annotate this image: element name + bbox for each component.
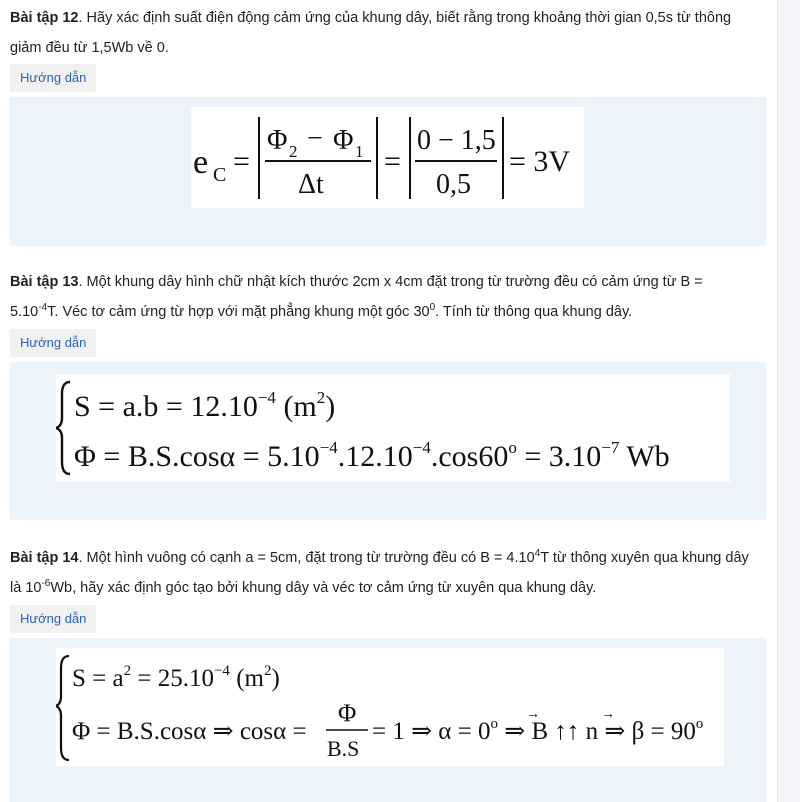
exercise-13-solution-box — [10, 362, 766, 520]
formula-dt: Δt — [298, 169, 324, 200]
exercise-13-formula — [56, 374, 730, 482]
formula-phi1-sub: 1 — [355, 142, 364, 161]
exercise-13-label: Bài tập 13 — [10, 274, 79, 290]
formula-num2: 0 − 1,5 — [417, 125, 496, 156]
formula-minus: − — [307, 123, 323, 154]
formula-phi2-sub: 2 — [289, 142, 298, 161]
formula-row2-left: Φ = B.S.cosα ⇒ cosα = — [72, 718, 307, 745]
exercise-13-guide-button[interactable]: Hướng dẫn — [10, 329, 96, 357]
exercise-14-guide-button[interactable]: Hướng dẫn — [10, 605, 96, 633]
exercise-12-formula — [191, 107, 584, 208]
exercise-13-line1: . Một khung dây hình chữ nhật kích thước 2cm x 4cm đặt trong từ trường đều có cảm ứng từ B = — [78, 274, 703, 290]
exercise-14-line2: là $10^{-6}Wb$, hãy xác định góc tạo bởi khung dây và véc tơ cảm ứng từ xuyên qua khung dây. — [10, 578, 597, 596]
exercise-12-label: Bài tập 12 — [10, 10, 79, 26]
formula-row1: $S = a.b = 12.10^{-4}$ $(m^2)$ — [74, 388, 336, 423]
page-scroll-edge — [777, 0, 800, 802]
exercise-13-text — [10, 267, 770, 327]
exercise-12-guide-button[interactable]: Hướng dẫn — [10, 64, 96, 92]
vector-arrow-b-icon: → — [526, 707, 540, 722]
formula-phi1: Φ — [333, 125, 354, 156]
formula-phi2: Φ — [267, 125, 288, 156]
formula-ec: e — [193, 144, 209, 181]
formula-row1: $S = a^2 = 25.10^{-4}$ $(m^2)$ — [72, 663, 280, 692]
exercise-14-solution-box — [10, 638, 766, 802]
formula-eq-2: = — [384, 145, 401, 178]
formula-row2: $\Phi = B.S.\cos\alpha = 5.10^{-4}.12.10^{-4}.\cos 60^o = 3.10^{-7}$ Wb — [74, 438, 670, 473]
exercise-12-text — [10, 3, 770, 63]
formula-row2-right: = 1 ⇒ $\alpha = 0^o$ ⇒ B ↑↑ n ⇒ $\beta = 90^o$ — [372, 716, 704, 745]
formula-ec-sub: C — [213, 164, 227, 186]
exercise-12-line1: . Hãy xác định suất điện động cảm ứng của khung dây, biết rằng trong khoảng thời gian 0,5s từ thông — [78, 10, 732, 26]
exercise-12-line2: giảm đều từ 1,5Wb về 0. — [10, 40, 169, 56]
exercise-14-label: Bài tập 14 — [10, 550, 79, 566]
exercise-13-line2: $5.10^{-4}T$. Véc tơ cảm ứng từ hợp với mặt phẳng khung một góc $30^0$. Tính từ thông qua khung dây. — [10, 302, 633, 320]
exercise-14-formula — [56, 648, 724, 766]
formula-frac-den: B.S — [327, 736, 360, 761]
vector-arrow-n-icon: → — [601, 707, 615, 722]
formula-eq-1: = — [233, 145, 250, 178]
exercise-12-solution-box — [10, 97, 766, 246]
formula-den2: 0,5 — [436, 169, 471, 200]
exercise-14-text: Bài tập 14. Một hình vuông có cạnh a = 5cm, đặt trong từ trường đều có $B = 4.10^4T$ từ thông xuyên qua khung dây là $10^{-6}Wb$, hãy xác định góc tạo bởi khung dây và véc tơ cảm ứng từ xuyên qua khung dây. — [10, 543, 770, 603]
formula-frac-num: Φ — [338, 700, 357, 727]
formula-result: = 3V — [509, 145, 571, 178]
